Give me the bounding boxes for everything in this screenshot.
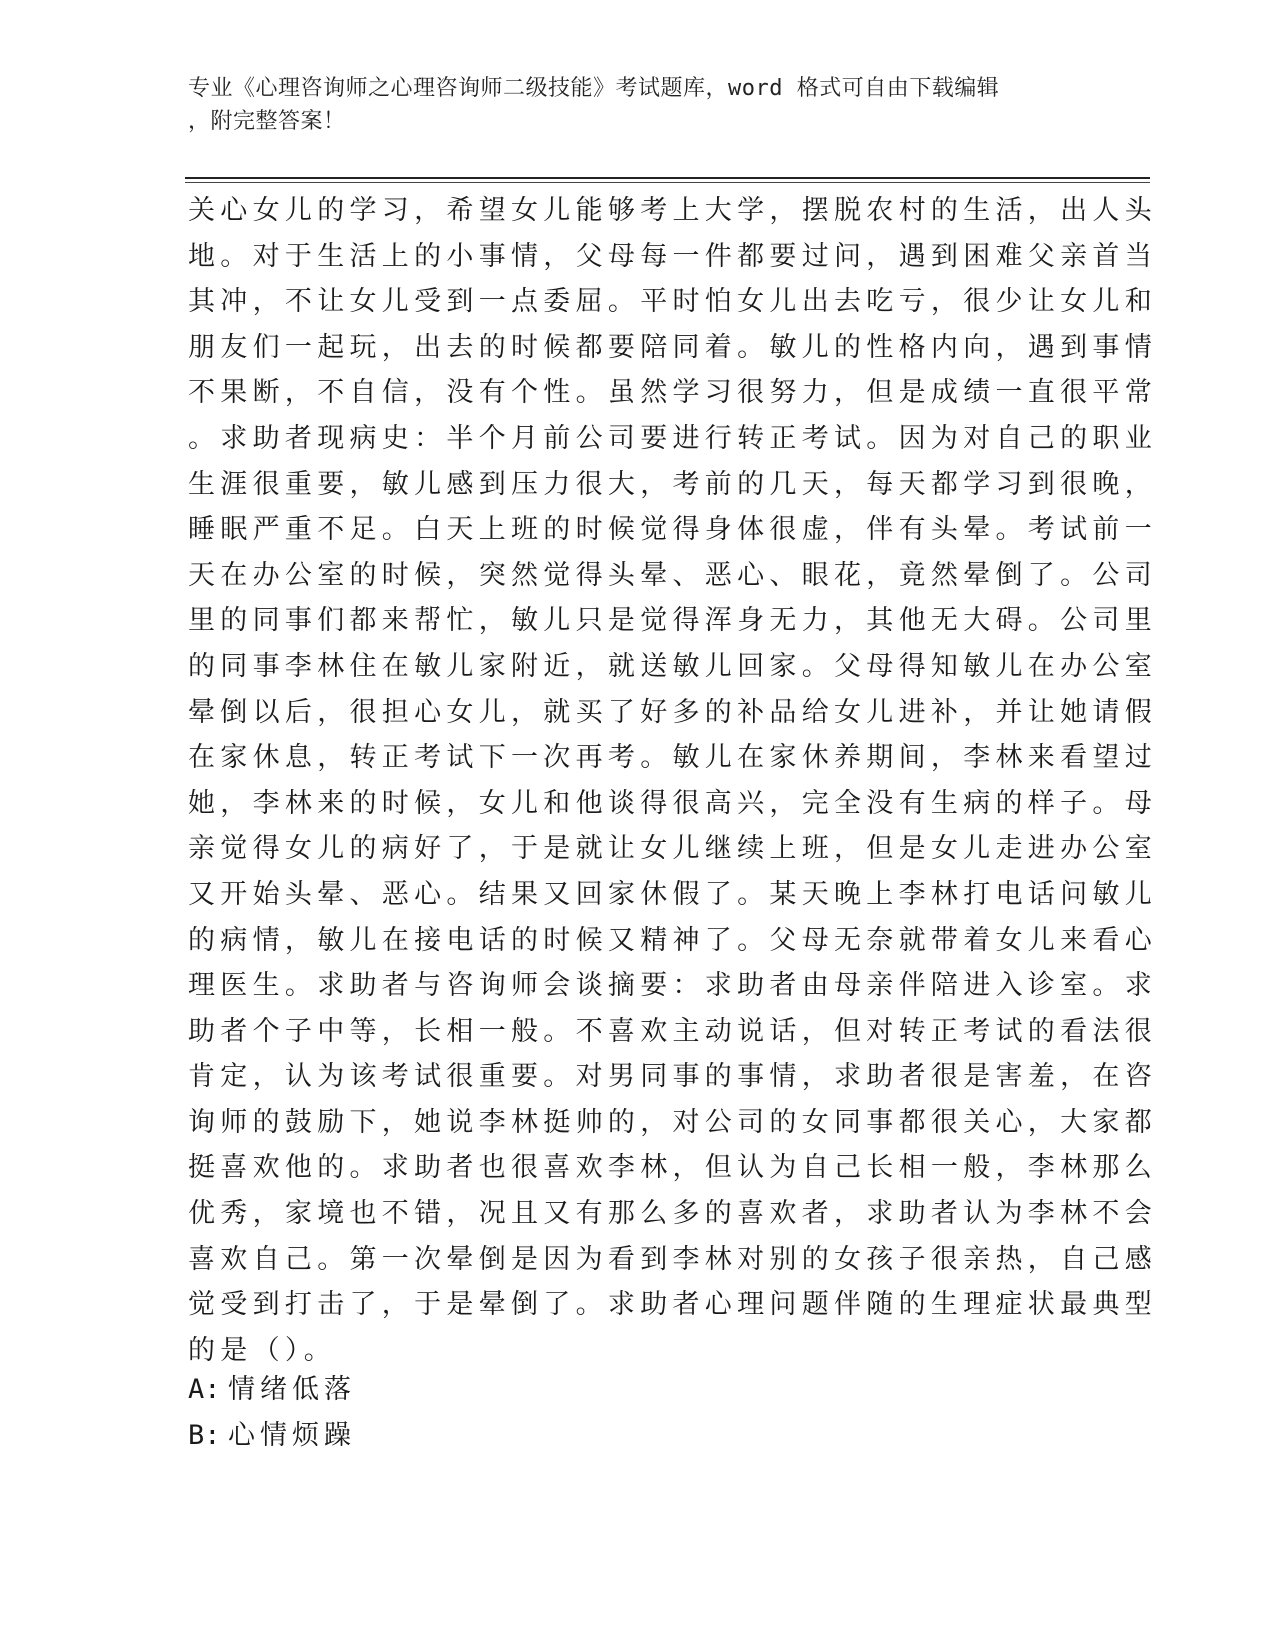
question-line: 的是（）。 <box>188 1334 336 1366</box>
question-line: 不果断，不自信，没有个性。虽然学习很努力，但是成绩一直很平常 <box>188 377 1157 409</box>
question-line: 在家休息，转正考试下一次再考。敏儿在家休养期间，李林来看望过 <box>188 742 1157 774</box>
header-divider-thick <box>185 177 1150 179</box>
question-line: 助者个子中等，长相一般。不喜欢主动说话，但对转正考试的看法很 <box>188 1015 1157 1047</box>
question-line: 喜欢自己。第一次晕倒是因为看到李林对别的女孩子很亲热，自己感 <box>188 1243 1157 1275</box>
option-letter: B: <box>188 1420 221 1451</box>
question-line: 理医生。求助者与咨询师会谈摘要：求助者由母亲伴陪进入诊室。求 <box>188 970 1157 1002</box>
question-line: 她，李林来的时候，女儿和他谈得很高兴，完全没有生病的样子。母 <box>188 787 1157 819</box>
question-line: 的病情，敏儿在接电话的时候又精神了。父母无奈就带着女儿来看心 <box>188 924 1157 956</box>
question-line: 询师的鼓励下，她说李林挺帅的，对公司的女同事都很关心，大家都 <box>188 1106 1157 1138</box>
answer-options <box>188 1367 788 1459</box>
header-line: 专业《心理咨询师之心理咨询师二级技能》考试题库，word 格式可自由下载编辑 <box>188 76 1000 101</box>
option-letter: A: <box>188 1374 221 1405</box>
question-line: 。求助者现病史：半个月前公司要进行转正考试。因为对自己的职业 <box>188 422 1157 454</box>
header-line: ，附完整答案！ <box>188 109 346 134</box>
question-line: 晕倒以后，很担心女儿，就买了好多的补品给女儿进补，并让她请假 <box>188 696 1157 728</box>
option-a[interactable] <box>188 1367 788 1413</box>
question-line: 里的同事们都来帮忙，敏儿只是觉得浑身无力，其他无大碍。公司里 <box>188 605 1157 637</box>
question-line: 优秀，家境也不错，况且又有那么多的喜欢者，求助者认为李林不会 <box>188 1198 1157 1230</box>
question-line: 的同事李林住在敏儿家附近，就送敏儿回家。父母得知敏儿在办公室 <box>188 650 1157 682</box>
option-b[interactable] <box>188 1413 788 1459</box>
question-text <box>188 188 1157 1373</box>
question-line: 肯定，认为该考试很重要。对男同事的事情，求助者很是害羞，在咨 <box>188 1061 1157 1093</box>
question-line: 生涯很重要，敏儿感到压力很大，考前的几天，每天都学习到很晚， <box>188 468 1157 500</box>
question-line: 地。对于生活上的小事情，父母每一件都要过问，遇到困难父亲首当 <box>188 240 1157 272</box>
header-divider-thin <box>185 182 1150 183</box>
question-line: 天在办公室的时候，突然觉得头晕、恶心、眼花，竟然晕倒了。公司 <box>188 559 1157 591</box>
document-header <box>188 72 1068 138</box>
question-line: 关心女儿的学习，希望女儿能够考上大学，摆脱农村的生活，出人头 <box>188 195 1157 226</box>
option-text: 情绪低落 <box>228 1374 356 1405</box>
option-text: 心情烦躁 <box>228 1420 356 1451</box>
question-line: 睡眠严重不足。白天上班的时候觉得身体很虚，伴有头晕。考试前一 <box>188 514 1157 546</box>
question-line: 朋友们一起玩，出去的时候都要陪同着。敏儿的性格内向，遇到事情 <box>188 331 1157 363</box>
question-line: 其冲，不让女儿受到一点委屈。平时怕女儿出去吃亏，很少让女儿和 <box>188 286 1157 318</box>
question-line: 挺喜欢他的。求助者也很喜欢李林，但认为自己长相一般，李林那么 <box>188 1152 1157 1184</box>
question-line: 又开始头晕、恶心。结果又回家休假了。某天晚上李林打电话问敏儿 <box>188 878 1157 910</box>
question-line: 亲觉得女儿的病好了，于是就让女儿继续上班，但是女儿走进办公室 <box>188 833 1157 865</box>
question-line: 觉受到打击了，于是晕倒了。求助者心理问题伴随的生理症状最典型 <box>188 1289 1157 1321</box>
